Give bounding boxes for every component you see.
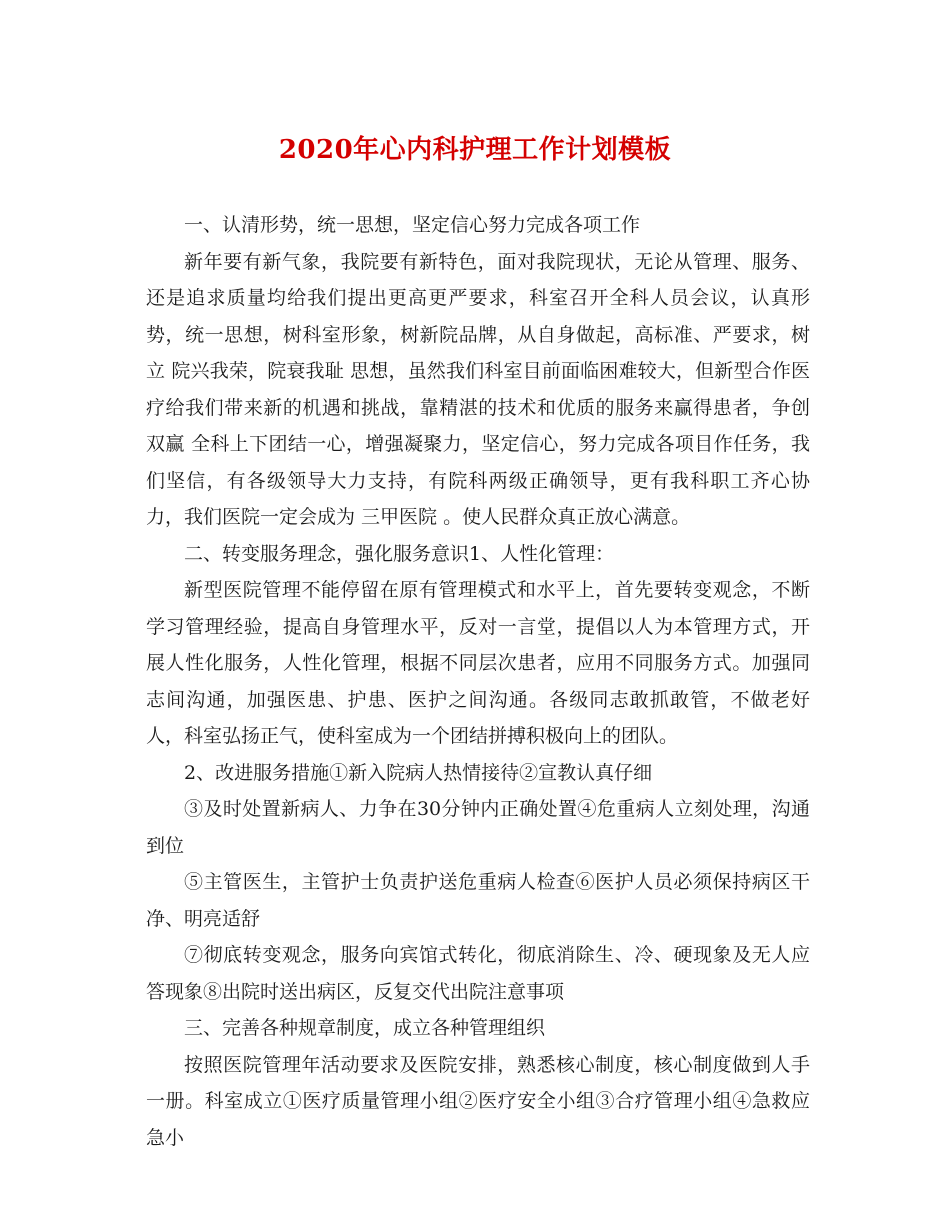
paragraph: 按照医院管理年活动要求及医院安排，熟悉核心制度，核心制度做到人手一册。科室成立①医疗质量管理小组②医疗安全小组③合疗管理小组④急救应急小 [146, 1053, 810, 1149]
section-heading-3: 三、完善各种规章制度，成立各种管理组织 [184, 1017, 546, 1039]
paragraph: ⑤主管医生，主管护士负责护送危重病人检查⑥医护人员必须保持病区干净、明亮适舒 [146, 871, 810, 930]
paragraph: 新年要有新气象，我院要有新特色，面对我院现状，无论从管理、服务、还是追求质量均给我们提出更高更严要求，科室召开全科人员会议，认真形势，统一思想，树科室形象，树新院品牌，从自身做起，高标准、严要求，树立 院兴我荣，院衰我耻 思想，虽然我们科室目前面临困难较大，但新型合作医疗给我们带来新的机遇和挑战，靠精湛的技术和优质的服务来赢得患者，争创 双赢 全科上下团结一心，增强凝聚力，坚定信心，努力完成各项目作任务，我们坚信，有各级领导大力支持，有院科两级正确领导，更有我科职工齐心协力，我们医院一定会成为 三甲医院 。使人民群众真正放心满意。 [146, 250, 810, 528]
paragraph: ③及时处置新病人、力争在30分钟内正确处置④危重病人立刻处理，沟通到位 [146, 798, 810, 857]
document-title: 2020年心内科护理工作计划模板 [278, 135, 672, 165]
paragraph: 2、改进服务措施①新入院病人热情接待②宣教认真仔细 [184, 761, 653, 784]
section-heading-1: 一、认清形势，统一思想，坚定信心努力完成各项工作 [184, 214, 641, 236]
document-body [146, 207, 810, 1156]
section-heading-2: 二、转变服务理念，强化服务意识1、人性化管理： [184, 542, 615, 565]
paragraph: 新型医院管理不能停留在原有管理模式和水平上，首先要转变观念，不断学习管理经验，提高自身管理水平，反对一言堂，提倡以人为本管理方式，开展人性化服务，人性化管理，根据不同层次患者，应用不同服务方式。加强同志间沟通，加强医患、护患、医护之间沟通。各级同志敢抓敢管，不做老好人，科室弘扬正气，使科室成为一个团结拼搏积极向上的团队。 [146, 579, 810, 747]
paragraph: ⑦彻底转变观念，服务向宾馆式转化，彻底消除生、冷、硬现象及无人应答现象⑧出院时送出病区，反复交代出院注意事项 [146, 944, 810, 1003]
